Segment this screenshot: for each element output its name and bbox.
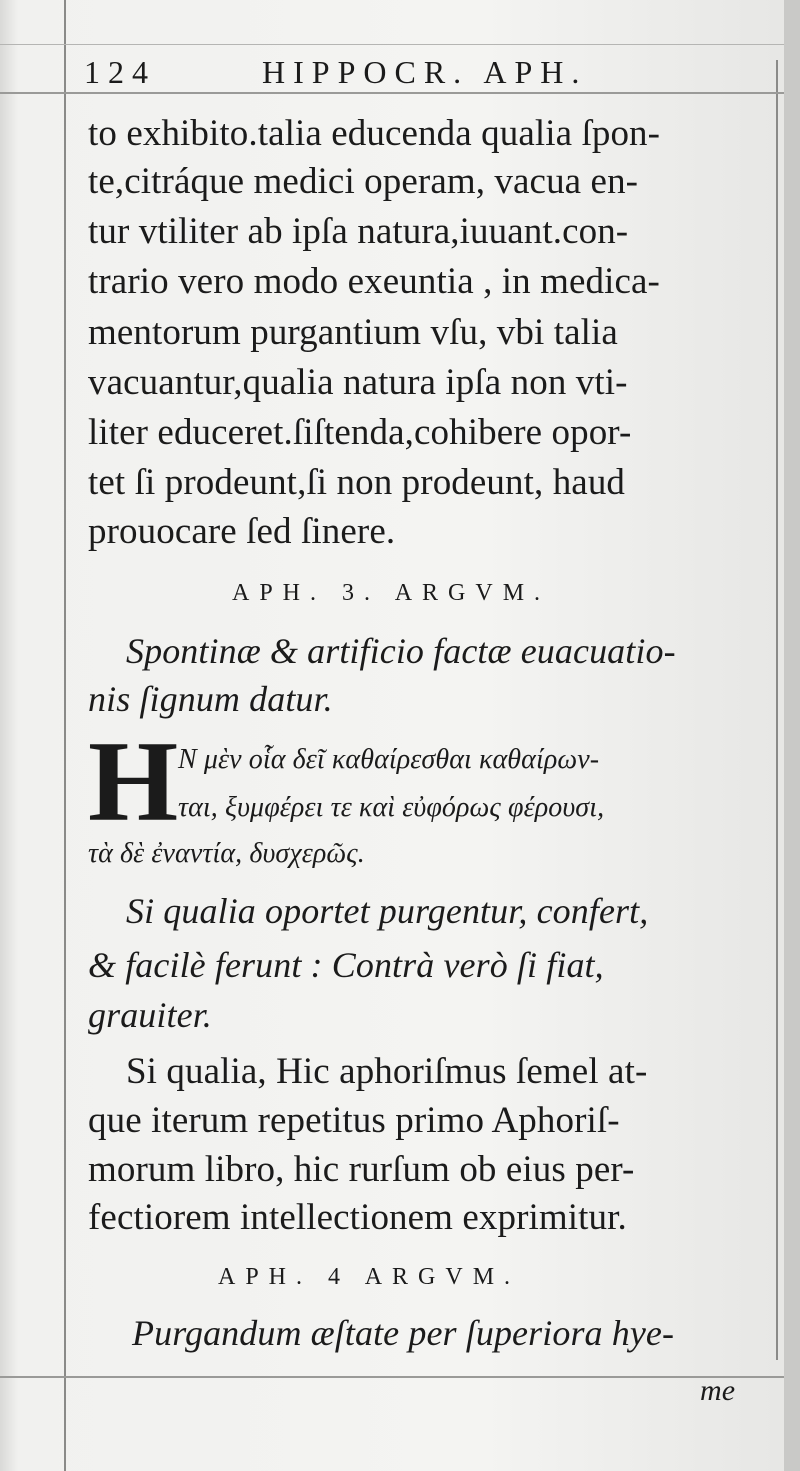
- commentary-line: fectiorem intellectionem exprimitur.: [88, 1197, 627, 1238]
- greek-line: ται, ξυμφέρει τε καὶ εὐφόρως φέρουσι,: [178, 792, 605, 823]
- catchword: me: [700, 1374, 736, 1407]
- argument-line: Purgandum æſtate per ſuperiora hye-: [132, 1313, 675, 1353]
- translation-line: grauiter.: [88, 995, 212, 1035]
- text-line: mentorum purgantium vſu, vbi talia: [88, 312, 618, 353]
- argument-line: nis ſignum datur.: [88, 679, 333, 719]
- right-margin-rule: [776, 60, 778, 1360]
- text-line: trario vero modo exeuntia , in medica-: [88, 261, 660, 302]
- upper-fold-line: [0, 44, 800, 45]
- text-line: prouocare ſed ſinere.: [88, 511, 396, 552]
- top-margin-rule: [0, 92, 800, 94]
- text-line: to exhibito.talia educenda qualia ſpon-: [88, 113, 661, 154]
- commentary-line: Si qualia, Hic aphoriſmus ſemel at-: [126, 1051, 648, 1092]
- section-heading: APH. 4 ARGVM.: [218, 1264, 521, 1290]
- drop-cap: H: [88, 718, 179, 846]
- translation-line: & facilè ferunt : Contrà verò ſi fiat,: [88, 945, 604, 985]
- text-line: tur vtiliter ab ipſa natura,iuuant.con-: [88, 211, 629, 252]
- text-line: tet ſi prodeunt,ſi non prodeunt, haud: [88, 462, 626, 503]
- commentary-line: que iterum repetitus primo Aphoriſ-: [88, 1100, 620, 1141]
- text-line: vacuantur,qualia natura ipſa non vti-: [88, 362, 628, 403]
- page-edge-shadow: [784, 0, 800, 1471]
- greek-line: τὰ δὲ ἐναντία, δυσχερῶς.: [88, 838, 365, 869]
- translation-line: Si qualia oportet purgentur, confert,: [126, 891, 649, 931]
- bottom-margin-rule: [0, 1376, 800, 1378]
- commentary-line: morum libro, hic rurſum ob eius per-: [88, 1149, 635, 1190]
- left-margin-rule: [64, 0, 66, 1471]
- text-line: te,citráque medici operam, vacua en-: [88, 161, 639, 202]
- greek-line: N μὲν οἷα δεῖ καθαίρεσθαι καθαίρων-: [178, 744, 600, 775]
- argument-line: Spontinæ & artificio factæ euacuatio-: [126, 631, 676, 671]
- running-head: HIPPOCR. APH.: [262, 54, 588, 90]
- text-line: liter educeret.ſiſtenda,cohibere opor-: [88, 412, 632, 453]
- section-heading: APH. 3. ARGVM.: [232, 580, 551, 606]
- page-number: 124: [84, 54, 156, 90]
